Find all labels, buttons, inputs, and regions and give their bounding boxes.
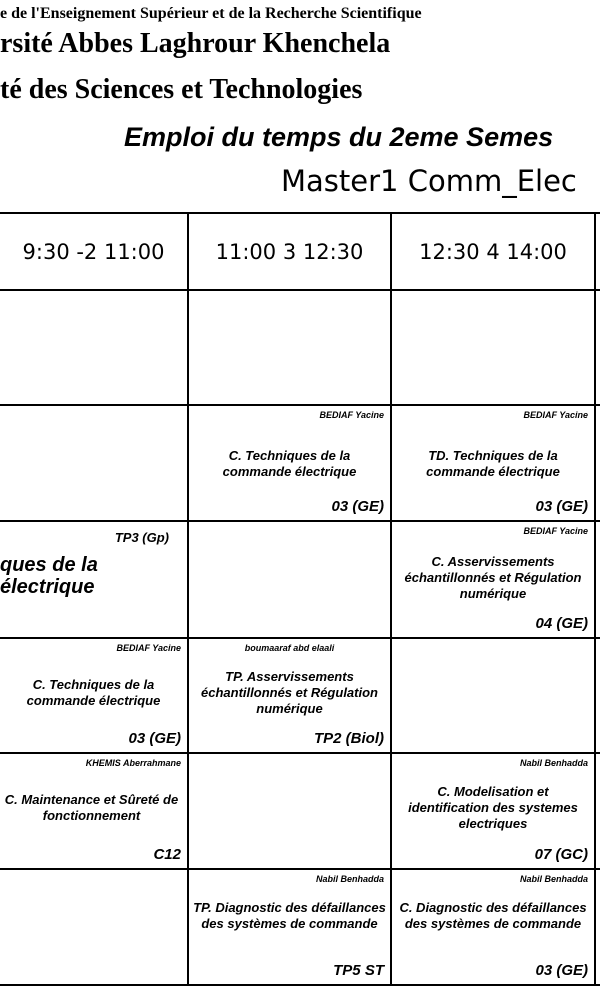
cell-teacher: Nabil Benhadda [519, 758, 588, 768]
cell-room: 07 (GC) [534, 846, 588, 863]
grid-hline [0, 984, 600, 986]
cell-teacher: BEDIAF Yacine [319, 410, 384, 420]
timetable-cell [392, 406, 594, 520]
timetable-cell [392, 522, 594, 637]
time-slot-header: 11:00 3 12:30 [215, 239, 364, 264]
cell-room: 03 (GE) [535, 498, 588, 515]
timetable-cell [0, 522, 187, 637]
cell-course: ques de la électrique [0, 554, 98, 598]
timetable-cell [189, 406, 390, 520]
cell-teacher: Nabil Benhadda [315, 874, 384, 884]
time-slot-header: 12:30 4 14:00 [419, 239, 567, 264]
cell-course: C. Maintenance et Sûreté de fonctionnement [4, 792, 179, 823]
timetable-cell [0, 754, 187, 868]
cell-course: C. Asservissements échantillonnés et Régulation numérique [404, 554, 582, 601]
cell-room: 04 (GE) [535, 615, 588, 632]
cell-room: 03 (GE) [128, 730, 181, 747]
timetable-title: Emploi du temps du 2eme Semes [124, 122, 554, 152]
cell-teacher: BEDIAF Yacine [523, 410, 588, 420]
timetable-cell [189, 639, 390, 752]
cell-room: TP2 (Biol) [314, 730, 384, 747]
cell-room: 03 (GE) [535, 962, 588, 979]
timetable-subtitle: Master1 Comm_Elec [281, 164, 577, 198]
cell-course: TD. Techniques de la commande électrique [426, 448, 560, 479]
timetable-cell [0, 639, 187, 752]
university-name: rsité Abbes Laghrour Khenchela [0, 28, 391, 59]
cell-teacher: Nabil Benhadda [519, 874, 588, 884]
cell-course: C. Techniques de la commande électrique [26, 677, 161, 708]
cell-room: TP3 (Gp) [114, 530, 169, 545]
faculty-name: té des Sciences et Technologies [0, 74, 363, 105]
timetable-cell [392, 870, 594, 984]
cell-course: TP. Asservissements échantillonnés et Régulation numérique [201, 669, 378, 716]
cell-teacher: BEDIAF Yacine [523, 526, 588, 536]
timetable-cell [189, 870, 390, 984]
timetable-cell [392, 754, 594, 868]
cell-teacher: BEDIAF Yacine [116, 643, 181, 653]
grid-vline [594, 212, 596, 986]
ministry-header-line: e de l'Enseignement Supérieur et de la Recherche Scientifique [0, 5, 422, 22]
cell-course: C. Modelisation et identification des systemes electriques [408, 784, 578, 831]
cell-room: 03 (GE) [331, 498, 384, 515]
cell-course: TP. Diagnostic des défaillances des systèmes de commande [193, 900, 386, 931]
cell-course: C. Diagnostic des défaillances des systèmes de commande [399, 900, 587, 931]
time-slot-header: 9:30 -2 11:00 [22, 239, 165, 264]
cell-course: C. Techniques de la commande électrique [222, 448, 357, 479]
cell-teacher: KHEMIS Aberrahmane [85, 758, 181, 768]
cell-room: C12 [153, 846, 181, 863]
cell-teacher: boumaaraf abd elaali [244, 643, 335, 653]
cell-room: TP5 ST [333, 962, 384, 979]
